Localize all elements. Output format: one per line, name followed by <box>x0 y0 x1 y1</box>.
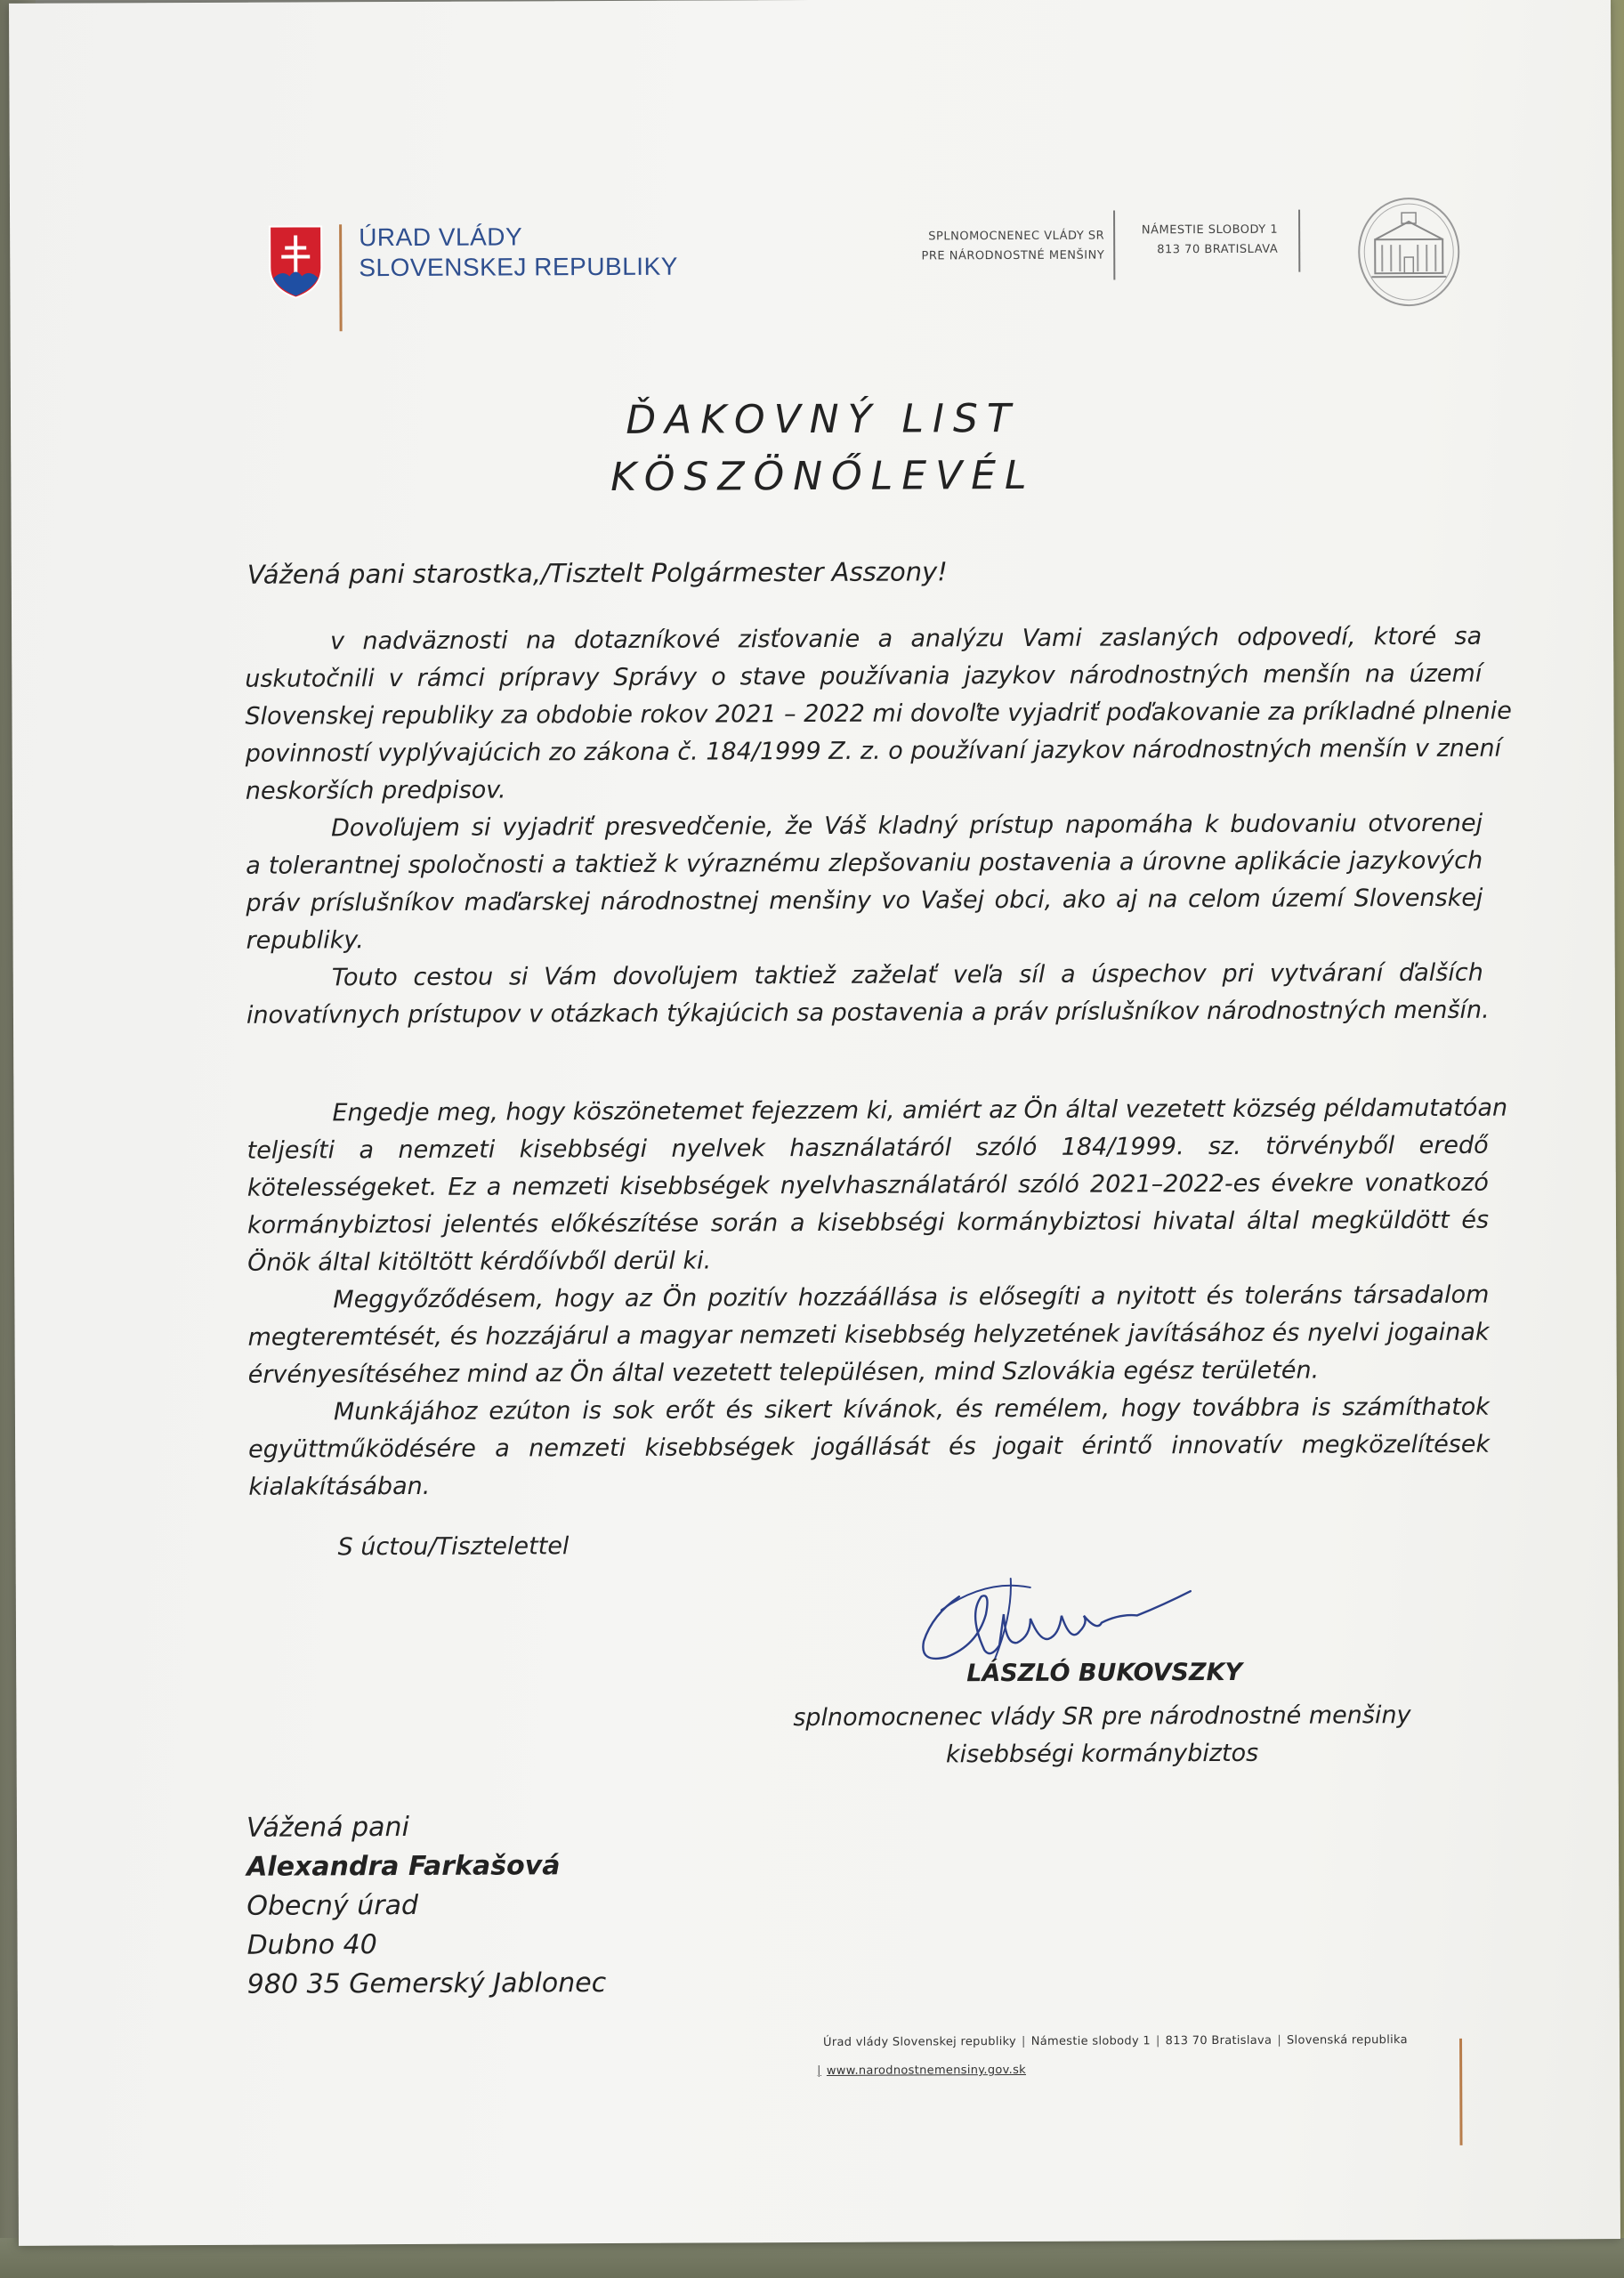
office-name <box>359 222 678 284</box>
header-divider <box>1113 211 1115 280</box>
body-line: práv príslušníkov maďarskej národnostnej menšiny vo Vašej obci, ako aj na celom území Slovenskej <box>246 884 1483 917</box>
address-line-1: NÁMESTIE SLOBODY 1 <box>1141 222 1279 238</box>
body-line: Meggyőződésem, hogy az Ön pozitív hozzáállása is elősegíti a nyitott és toleráns társadalom <box>333 1280 1490 1314</box>
closing: S úctou/Tisztelettel <box>337 1532 570 1562</box>
signatory-title-sk: splnomocnenec vlády SR pre národnostné menšiny <box>793 1701 1411 1733</box>
header-divider <box>1298 210 1300 272</box>
office-line-1: ÚRAD VLÁDY <box>359 222 523 252</box>
signatory-title-hu: kisebbségi kormánybiztos <box>945 1739 1259 1769</box>
body-line: a tolerantnej spoločnosti a taktiež k výraznému zlepšovaniu postavenia a úrovne aplikácie jazykových <box>246 846 1483 880</box>
government-building-seal-icon <box>1355 195 1463 314</box>
recipient-line: Dubno 40 <box>246 1929 377 1961</box>
body-line: Touto cestou si Vám dovoľujem taktiež zaželať veľa síl a úspechov pri vytváraní ďalších <box>331 958 1483 992</box>
body-line: érvényesítéséhez mind az Ön által vezetett településen, mind Szlovákia egész területén. <box>247 1356 1320 1389</box>
slovak-coat-of-arms-icon <box>268 224 323 303</box>
body-line: kötelességeket. Ez a nemzeti kisebbségek nyelvhasználatáról szóló 2021–2022-es évekre vonatkozó <box>246 1168 1489 1202</box>
header-address <box>1118 221 1278 261</box>
footer-address: Úrad vlády Slovenskej republiky | Námestie slobody 1 | 813 70 Bratislava | Slovenská republika <box>822 2033 1408 2049</box>
dept-line-2: PRE NÁRODNOSTNÉ MENŠINY <box>921 248 1105 263</box>
office-line-2: SLOVENSKEJ REPUBLIKY <box>359 252 678 282</box>
body-line: Dovoľujem si vyjadriť presvedčenie, že Váš kladný prístup napomáha k budovaniu otvorenej <box>330 809 1483 843</box>
body-slovak <box>245 618 1512 1035</box>
address-line-2: 813 70 BRATISLAVA <box>1157 242 1279 257</box>
body-line: Munkájához ezúton is sok erőt és sikert kívánok, és remélem, hogy továbbra is számíthatok <box>333 1393 1490 1426</box>
recipient-address <box>246 1807 606 2005</box>
body-line: megteremtését, és hozzájárul a magyar nemzeti kisebbség helyzetének javításához és nyelvi jogainak <box>247 1318 1490 1352</box>
salutation: Vážená pani starostka,/Tisztelt Polgármester Asszony! <box>246 556 948 590</box>
body-line: kialakításában. <box>248 1472 431 1501</box>
body-hungarian <box>246 1090 1508 1507</box>
footer-part: 813 70 Bratislava <box>1165 2033 1273 2048</box>
body-line: republiky. <box>246 926 364 955</box>
body-line: povinností vyplývajúcich zo zákona č. 184/1999 Z. z. o používaní jazykov národnostných menšín v znení <box>245 734 1502 768</box>
website-link[interactable]: www.narodnostnemensiny.gov.sk <box>826 2063 1027 2078</box>
dept-line-1: SPLNOMOCNENEC VLÁDY SR <box>928 229 1105 244</box>
title-hungarian: KÖSZÖNŐLEVÉL <box>610 452 1036 500</box>
body-line: v nadväznosti na dotazníkové zisťovanie a analýzu Vami zaslaných odpovedí, ktoré sa <box>330 622 1483 656</box>
footer-part: Úrad vlády Slovenskej republiky <box>822 2035 1017 2049</box>
footer-part: Slovenská republika <box>1286 2033 1408 2048</box>
body-line: inovatívnych prístupov v otázkach týkajúcich sa postavenia a práv príslušníkov národnostných menšín. <box>246 996 1490 1030</box>
recipient-name: Alexandra Farkašová <box>246 1850 561 1883</box>
logo-divider <box>339 224 343 331</box>
title-slovak: ĎAKOVNÝ LIST <box>626 395 1020 443</box>
footer-accent-bar <box>1459 2039 1463 2145</box>
body-line: Slovenskej republiky za obdobie rokov 2021 – 2022 mi dovoľte vyjadriť poďakovanie za príkladné plnenie <box>245 697 1512 731</box>
body-line: teljesíti a nemzeti kisebbségi nyelvek használatáról szóló 184/1999. sz. törvényből eredő <box>246 1131 1489 1165</box>
body-line: neskorších predpisov. <box>245 776 506 805</box>
footer-part: Námestie slobody 1 <box>1030 2034 1151 2048</box>
recipient-line: Vážená pani <box>246 1811 409 1844</box>
footer-website-link[interactable]: | www.narodnostnemensiny.gov.sk <box>817 2063 1027 2078</box>
recipient-line: 980 35 Gemerský Jablonec <box>246 1967 607 2000</box>
department-name <box>864 227 1104 267</box>
signatory-name: LÁSZLÓ BUKOVSZKY <box>966 1658 1243 1688</box>
body-line: uskutočnili v rámci prípravy Správy o stave používania jazykov národnostných menšín na území <box>245 659 1483 693</box>
body-line: Engedje meg, hogy köszönetemet fejezzem ki, amiért az Ön által vezetett község példamutatóan <box>332 1094 1508 1127</box>
body-line: Önök által kitöltött kérdőívből derül ki. <box>247 1247 712 1277</box>
letter-sheet <box>9 0 1620 2246</box>
recipient-line: Obecný úrad <box>246 1889 419 1922</box>
body-line: kormánybiztosi jelentés előkészítése során a kisebbségi kormánybiztosi hivatal által megküldött és <box>246 1206 1490 1240</box>
body-line: együttműködésére a nemzeti kisebbségek jogállását és jogait érintő innovatív megközelítések <box>248 1430 1491 1464</box>
